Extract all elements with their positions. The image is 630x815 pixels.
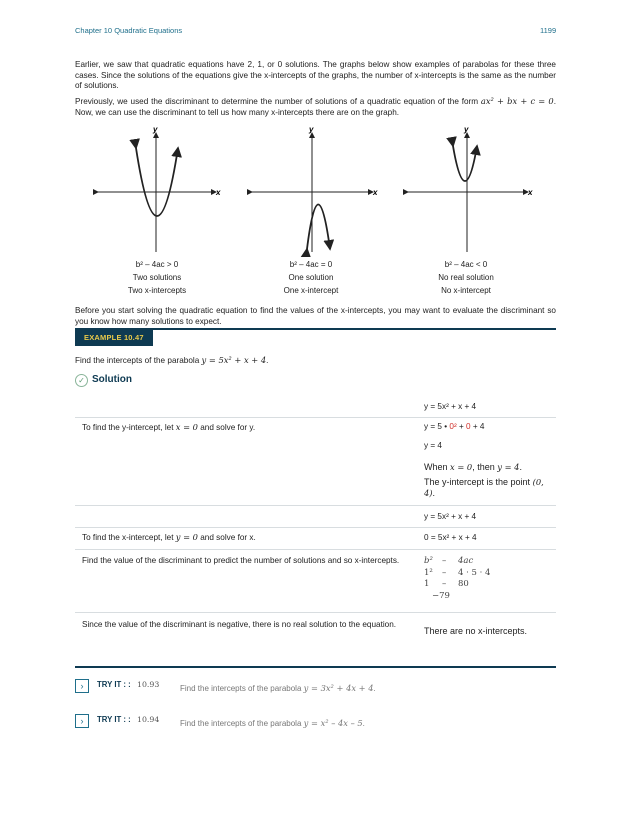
when-statement: When x = 0, then y = 4. xyxy=(424,462,522,472)
equation-original-1: y = 5x² + x + 4 xyxy=(424,402,477,411)
graph-two-intercepts xyxy=(98,125,221,252)
before-paragraph: Before you start solving the quadratic equation to find the values of the x-intercepts, you may want to evaluate the discriminant so you know how many solutions to expect. xyxy=(75,306,556,326)
parabola-curve xyxy=(453,146,477,181)
discriminant-instruction: Find the value of the discriminant to predict the number of solutions and so x-intercepts. xyxy=(82,556,400,565)
y-intercept-instruction: To find the y-intercept, let x = 0 and solve for y. xyxy=(82,422,256,432)
try-it-text: Find the intercepts of the parabola y = 3x² + 4x + 4. xyxy=(180,683,376,693)
solution-title: Solution xyxy=(92,374,132,385)
try-it-text: Find the intercepts of the parabola y = x² – 4x – 5. xyxy=(180,718,365,728)
y-intercept-point: The y-intercept is the point (0, 4). xyxy=(424,477,544,498)
discriminant-calculation: b² – 4ac 1² – 4 · 5 · 4 1 – 80 −79 xyxy=(424,556,491,601)
try-it-number: 10.94 xyxy=(137,715,160,724)
row-divider xyxy=(75,549,556,550)
graph-caption-2: b² – 4ac = 0 One solution One x-intercept xyxy=(283,260,339,295)
graph-caption-3: b² – 4ac < 0 No real solution No x-intercept xyxy=(438,260,494,295)
graph-no-intercept xyxy=(408,125,533,252)
row-divider xyxy=(75,417,556,418)
chevron-right-icon[interactable]: › xyxy=(75,714,89,728)
parabola-graphs xyxy=(90,122,550,257)
example-tag: EXAMPLE 10.47 xyxy=(75,330,153,346)
row-divider xyxy=(75,612,556,613)
parabola-curve xyxy=(307,205,330,250)
y-axis-label: y xyxy=(153,125,158,134)
y-axis-label: y xyxy=(309,125,314,134)
try-it-rule xyxy=(75,666,556,668)
graph-caption-1: b² – 4ac > 0 Two solutions Two x-intercepts xyxy=(127,260,187,295)
substitution-step: y = 5 • 0² + 0 + 4 xyxy=(424,422,485,431)
check-icon: ✓ xyxy=(75,374,88,387)
intro-paragraph-1: Earlier, we saw that quadratic equations have 2, 1, or 0 solutions. The graphs below show examples of parabolas for these three cases. Since the solutions of the equations give the x-intercepts of the graphs, the number of x-intercepts is the same as the number of solutions. xyxy=(75,60,556,91)
x-axis-label: x xyxy=(216,188,221,197)
conclusion-text: There are no x-intercepts. xyxy=(424,626,528,636)
x-intercept-instruction: To find the x-intercept, let y = 0 and solve for x. xyxy=(82,532,256,542)
general-form-equation: ax² + bx + c = 0 xyxy=(480,96,554,106)
intro-paragraph-2: Previously, we used the discriminant to determine the number of solutions of a quadratic equation of the form ax² + bx + c = 0. Now, we can use the discriminant to tell us how many x-intercepts there are on the graph. xyxy=(75,96,556,117)
y-axis-label: y xyxy=(464,125,469,134)
row-divider xyxy=(75,527,556,528)
try-it-label: TRY IT : : xyxy=(97,680,131,689)
example-prompt: Find the intercepts of the parabola y = 5x² + x + 4. xyxy=(75,355,269,365)
graph-one-intercept xyxy=(252,125,378,252)
chevron-right-icon[interactable]: › xyxy=(75,679,89,693)
equation-original-2: y = 5x² + x + 4 xyxy=(424,512,477,521)
chapter-title: Chapter 10 Quadratic Equations xyxy=(75,26,183,35)
equation-set-zero: 0 = 5x² + x + 4 xyxy=(424,533,477,542)
row-divider xyxy=(75,505,556,506)
example-equation: y = 5x² + x + 4 xyxy=(201,355,267,365)
x-axis-label: x xyxy=(528,188,533,197)
try-it-label: TRY IT : : xyxy=(97,715,131,724)
page-number: 1199 xyxy=(540,26,557,35)
x-axis-label: x xyxy=(373,188,378,197)
y-value: y = 4 xyxy=(424,441,442,450)
try-it-number: 10.93 xyxy=(137,680,160,689)
negative-discriminant-text: Since the value of the discriminant is negative, there is no real solution to the equation. xyxy=(82,620,397,629)
parabola-curve xyxy=(136,148,178,216)
